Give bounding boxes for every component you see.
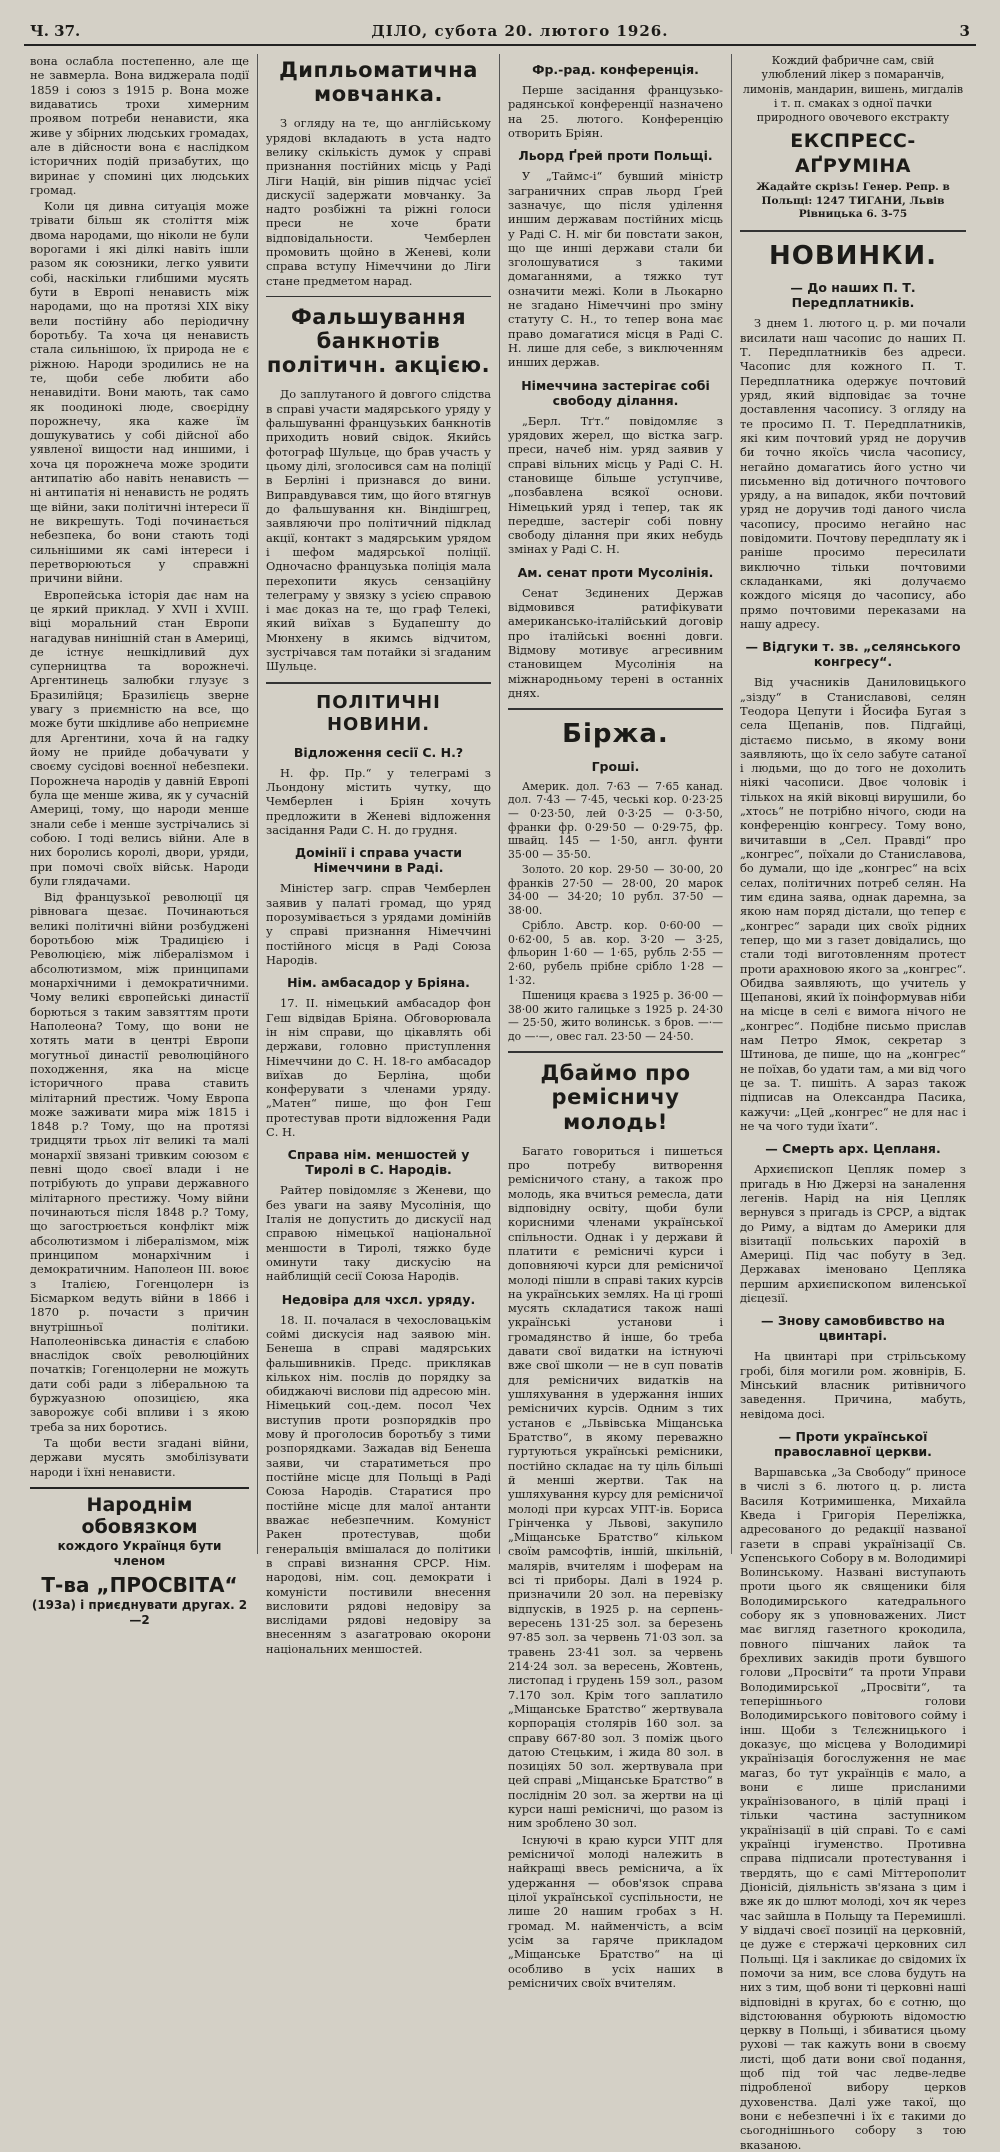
news-paragraph: Міністер загр. справ Чемберлен заявив у палаті громад, що уряд порозумівається з урядами домінійв у справі признання Німеччині постійного місця в Раді Союза Народів. bbox=[266, 881, 491, 967]
article-paragraph: Від французької революції ця рівновага щезає. Починаються великі політичні війни розбуджені боротьбою між Традицією і Революцією, між лібералізмом і абсолютизмом, між принципами монархічними і демократичними. Чому великі європейські династії борються з таким завзяттям проти Наполеона? Тому, що вони не хотять мати в центрі Европи могутньої династії революційного походження, яка на місце історичного права ставить мілітарний престиж. Чому Европа може заживати мира між 1815 і 1848 р.? Тому, що на протязі тридцяти трьох літ великі та малі монархії звязані тривким союзом є певні щодо своєї влади і не потрібують до управи державного мілітарного престижу. Чому війни починаються після 1848 р.? Тому, що загострюється конфлікт між абсолютизмом і лібералізмом, між принципом монархічним і демократичним. Наполеон III. воює з Італією, Гогенцолерн із Бісмарком ведуть війни в 1866 і 1870 р. почасти з причин внутрішньої політики. Наполеонівська династія є слабою внаслідок своїх революційних початків; Гогенцолерни не можуть дати собі ради з ліберальною та буржуазною опозицією, яка заворожує собі впливи і з якою треба за них боротись. bbox=[30, 890, 249, 1434]
news-paragraph: Архиєпископ Цепляк помер з пригадь в Ню Джерзі на заналення легенів. Нарід на нія Цепляк вернувся з пригадь із СРСР, а відтак до Риму, а відтам до Америки для візитації польських парохій в Америці. Під час побуту в Зед. Державах іменовано Цепляка першим архиєпископом виленської дієцезії. bbox=[740, 1162, 966, 1306]
ad-line-2: кождого Українця бути членом bbox=[57, 1538, 222, 1568]
column-4 bbox=[732, 54, 974, 2152]
ad-address: Жадайте скрізь! Генер. Репр. в Польщі: 1247 ТИГАНИ, Львів Рівницька 6. 3-75 bbox=[756, 180, 950, 221]
news-heading: Справа нім. меншостей у Тиролі в С. Народів. bbox=[287, 1147, 470, 1178]
article-paragraph: Коли ця дивна ситуація може трівати більш як століття між двома народами, що ніколи не були ворогами і які ділкі навіть ішли разом як союзники, легко уявити собі, наскільки глибшими мусять бути в Европі ненависть між народами, що на протязі XIX віку вели постійну або періодичну боротьбу. Та хоча ця ненависть стала сильнішою, їх природа не є ріжною. Народи зродились не на те, щоби себе любити або ненавидіти. Вони мають, так само як поодинокі люде, своєрідну порожнечу, яка каже їм дошукуватись у собі дійсної або уявленої вищости над иншими, і хоча ця порожнеча може зродити антипатію або навіть ненависть — ні антипатія ні ненависть не родять ще війни, заки політичні інтереси її не викрешуть. Тоді починається небезпека, бо вони стають тоді сильнішими як самі інтереси і перетворюються у справжні причини війни. bbox=[30, 199, 249, 586]
exchange-silver: Срібло. Австр. кор. 0·60·00 — 0·62·00, 5 ав. кор. 3·20 — 3·25, фльорин 1·60 — 1·65, рубль 2·55 — 2·60, рубель прібне срібло 1·28 — 1·32. bbox=[508, 919, 723, 987]
news-heading: — Смерть арх. Цепланя. bbox=[765, 1141, 941, 1157]
news-heading: — Знову самовбивство на цвинтарі. bbox=[761, 1313, 945, 1344]
news-heading: Льорд Ґрей проти Польщі. bbox=[518, 148, 713, 164]
news-heading: Відложення сесії С. Н.? bbox=[293, 744, 464, 760]
news-heading: Домінії і справа участи Німеччини в Раді. bbox=[294, 845, 463, 876]
page-number: 3 bbox=[959, 22, 970, 40]
headline-banknote-forgery: Фальшування банкнотів політичн. акцією. bbox=[266, 305, 491, 378]
column-1 bbox=[24, 54, 258, 1627]
exchange-subheading: Гроші. bbox=[591, 758, 640, 774]
news-paragraph: Варшавська „За Свободу“ приносе в числі з 6. лютого ц. р. листа Василя Котримишенка, Михайла Кведа і Григорія Переліжка, адресованого до редакції названої газети в справі українізації Св. Успенського Собору в м. Володимирі Волинському. Названі виступають проти цього як священики біля Володимирського катедрального собору як з уповноважених. Лист має вигляд газетного крокодила, повного пішчаних лайок та брехливих закидів проти бувшого голови „Просвіти“ та проти Управи Володимирської „Просвіти“, та теперішнього голови Володимирського повітового сойму і інш. Щоби з Тєлєжницького і доказує, що місцева у Володимирі українізація богослуження не має магаз, бо тут українців є мало, а вони є лише присланими українізованого, в цілій праці і тільки частина заступником українізації в цій справі. То є самі українці ігуменство. Противна справа підписали протестування і твердять, що є самі Міттерополит Діонісій, діяльність зв'язана з цим і вже як до шлют молоді, хоч як через час зайшла в Польщу та Перемишлі. У віддачі своєї позиції на церковній, це дуже є стержачі церковних сил Польщі. Ця і закликає до свідомих їх помочи за ним, все слова будуть на них з тим, щоб вони ті церковні наші відповідні в кругах, бо є сотню, що відстоювання обурюють відомостю церкву в Польщі, і збиватися цьому рухові — так кажуть вони в своєму листі, щоб дати вони свої подання, щоб під той час ледве-ледве підробленої вибору церков духовенства. Далі уже такої, що вони є небезпечні і їх є такими до сьогоднішнього собору з тою вказаною. bbox=[740, 1464, 966, 2152]
news-heading: Нім. амбасадор у Бріяна. bbox=[287, 975, 470, 991]
ad-line-1: Народнім обовязком bbox=[81, 1493, 198, 1538]
ad-text: Кождий фабричне сам, свій улюблений лікер з помаранчів, лимонів, мандарин, вишень, мигдалів і т. п. смаках з одної пачки природного овочевого екстракту bbox=[742, 54, 964, 125]
article-paragraph: З огляду на те, що англійському урядові вкладають в уста надто велику скількість думок у справі признання постійних місць у Раді Ліги Націй, він рішив підчас усієї дискусії задержати мовчанку. За надто розбіжні та ріжні голоси преси не хоче брати відповідальности. Чемберлен промовить щойно в Женеві, коли справа вступу Німеччини до Ліги стане предметом нарад. bbox=[266, 116, 491, 288]
news-paragraph: 17. II. німецький амбасадор фон Геш відвідав Бріяна. Обговорювала ін нім справи, що цікавлять обі держави, головно приступлення Німеччини до С. Н. 18-го амбасадор виїхав до Берліна, щоби конферувати з членами уряду. „Матен“ пише, що фон Геш протестував проти відложення Ради С. Н. bbox=[266, 996, 491, 1140]
exchange-currency: Америк. дол. 7·63 — 7·65 канад. дол. 7·43 — 7·45, чеські кор. 0·23·25 — 0·23·50, лей 0·3·25 — 0·3·50, франки фр. 0·29·50 — 0·29·75, фр. швайц. 145 — 1·50, англ. фунти 35·00 — 35·50. bbox=[508, 779, 723, 861]
divider bbox=[266, 682, 491, 684]
article-paragraph: Та щоби вести згадані війни, держави мусять змобілізувати народи і їхні ненависти. bbox=[30, 1436, 249, 1479]
article-paragraph: До заплутаного й довгого слідства в справі участи мадярського уряду у фальшуванні французьких банкнотів приходить новий свідок. Якийсь фотограф Шульце, що брав участь у цьому ділі, зголосився сам на поліції в Берліні і признався до вини. Виправдувався тим, що його втягнув до фальшування кн. Віндішгрец, заявляючи про політичний підклад акції, контакт з мадярським урядом і шефом мадярської поліції. Одночасно французька поліція мала перехопити якусь сензаційну телеграму у звязку з усією справою і має доказ на те, що граф Телекі, який виїхав з Будапешту до Мюнхену в якимсь відчитом, зустрічався там потайки зі згаданим Шульце. bbox=[266, 387, 491, 674]
news-heading: Німеччина застерігає собі свободу ділання. bbox=[521, 377, 710, 408]
ad-line-3: Т-ва „ПРОСВІТА“ bbox=[41, 1572, 238, 1597]
headline-craft-youth: Дбаймо про ремісничу молодь! bbox=[540, 1061, 691, 1134]
news-paragraph: Від учасників Даниловицького „зізду“ в Станиславові, селян Теодора Цепути і Йосифа Бугая з села Щепанів, пов. Підгайці, дістаємо письмо, в якому вони заявляють, що їх село забуте сатаної і людьми, що до того не дохолить ніякі часописи. Двоє чоловік і тількох на якій віковці вирушили, бо „хтось“ не потрібно нічого, сюди на конференцію конгресу. Тому воно, вичитавши в „Сел. Правді“ про „конгрес“, поїхали до Станиславова, бо думали, що іде „конгрес“ на всіх селах, політичних потреб селян. На тим єдина заява, однак даремна, за якою нам поряд дістали, що тепер є „конгрес“ заради цих своїх рідних тепер, що ми з газет довідались, що стали тоді виготовленням протест проти арахновою якого за „конгрес“. Обидва заявляють, що учитель у Щепанові, який їх поінформував ніби на місце в селі є вимога нічого не „конгрес“. Подібне письмо прислав нам Петро Ямок, секретар з Штинова, де пише, що на „конгрес“ не поїхав, бо удати там, а ми від чого це за. Т. пишіть. А зараз також підписав на Олександра Пасика, кажучи: „Цей „конгрес“ не для нас і не ча чого туди їхати“. bbox=[740, 675, 966, 1133]
divider bbox=[266, 296, 491, 297]
news-paragraph: На цвинтарі при стрільському гробі, біля могили ром. жовнірів, Б. Мінський власник ритівничого заведення. Причина, мабуть, невідома досі. bbox=[740, 1349, 966, 1421]
ad-brand: ЕКСПРЕСС-АҐРУМІНА bbox=[790, 130, 916, 178]
news-paragraph: 18. II. почалася в чехословацькім соймі дискусія над заявою мін. Бенеша в справі мадярських фальшивників. Предс. приклякав кількох нім. послів до порядку за обиджаючі вислови під адресою мін. Німецький соц.-дем. посол Чех виступив проти розпорядків про мову й проголосив боротьбу з тими розпорядками. Зажадав від Бенеша заяви, чи старатиметься про постійне місце для Польщі в Раді Союза Народів. Старатися про постійне місце для малої антанти вважає небезпечним. Комуніст Ракен протестував, щоби генеральція вмішалася до політики в справі визнання СРСР. Нім. народові, нім. соц. демократи і комуністи постивили внесення висловити рядові недовіру за вислідами рядові недовіру за внесенням з азагатроваю окорони національних меншостей. bbox=[266, 1312, 491, 1656]
agrumina-ad bbox=[740, 54, 966, 222]
news-paragraph: У „Таймс-і“ бувший міністр заграничних справ льорд Ґрей зазначує, що після удiлення иншим державам постійних місць у Раді С. Н. міг би повстати закон, що ще инші держави стали би зголошуватися з такими домаганнями, а тяжко тут означити межі. Коли в Льокарно не згадано Німеччині про зміну статуту С. Н., то тепер вона має право домагатися місця в Раді С. Н. лише для себе, з виключенням инших держав. bbox=[508, 169, 723, 370]
article-paragraph: Европейська історія дає нам на це яркий приклад. У XVII і XVIII. віці моральний стан Европи нагадував нинішній стан в Америці, де істнує нешкідливий дух суперництва та ворожнечі. Аргентинець залюбки глузує з Бразилійця; Бразилієць зверне увагу з приємністю на все, що може бути шкідливе або неприємне для Аргентини, хоча й на гадку йому не прийде добачувати у своєму сусідові воєнної небезпеки. Порожнеча народів у давній Европі була ще менше жива, як у сучасній Америці, тому, що народи менше знали себе і менше зустрічались зі собою. І тоді велись війни. Але в них боролись королі, двори, уряди, при помочі своїх військ. Народи були глядачами. bbox=[30, 587, 249, 888]
section-political-news: ПОЛІТИЧНІ НОВИНИ. bbox=[316, 691, 441, 736]
section-news: НОВИНКИ. bbox=[768, 240, 938, 271]
news-heading: — Проти української православної церкви. bbox=[774, 1428, 932, 1459]
newspaper-title-date: ДІЛО, субота 20. лютого 1926. bbox=[371, 22, 669, 40]
news-heading: Ам. сенат проти Мусолінія. bbox=[517, 564, 714, 580]
article-paragraph: вона ослабла постепенно, але ще не завмерла. Вона виджерала події 1859 і союз з 1915 р. Вона може видаватись трохи химерним проявом потреби ненависти, яка живе у збірних людських громадах, але в дійсности вона є наслідком історичних подій призабутих, що виринає у спомині цих людських громад. bbox=[30, 54, 249, 197]
news-heading: — Відгуки т. зв. „селянського конгресу“. bbox=[745, 639, 961, 670]
news-paragraph: Н. фр. Пр.“ у телеграмі з Льондону містить чутку, що Чемберлен і Бріян хочуть предложити в Женеві відложення засідання Ради С. Н. до грудня. bbox=[266, 765, 491, 838]
exchange-gold: Золото. 20 кор. 29·50 — 30·00, 20 франків 27·50 — 28·00, 20 марок 34·00 — 34·20; 10 рубл. 37·50 — 38·00. bbox=[508, 863, 723, 917]
ad-line-4: (193а) і приєднувати другах. 2—2 bbox=[31, 1597, 248, 1627]
news-heading: Недовіра для чхсл. уряду. bbox=[281, 1291, 476, 1307]
article-paragraph: Існуючі в краю курси УПТ для ремісничої молоді належить в найкращі ввесь реміснича, а їх удержання — обов'язок справа цілої української суспільности, не лише 20 нашим гробах з Н. громад. М. найменчість, а всім усім за гаряче прикладом „Міщанське Братство“ на ці особливо в усіх наших в ремісничих своїх вчителям. bbox=[508, 1832, 723, 1990]
column-3 bbox=[500, 54, 732, 1990]
section-exchange: Біржа. bbox=[562, 719, 669, 750]
news-paragraph: Перше засідання французько-радянської конференції назначено на 25. лютого. Конференцію отворить Бріян. bbox=[508, 83, 723, 140]
divider bbox=[508, 1051, 723, 1053]
page-ref: Ч. 37. bbox=[30, 22, 81, 40]
news-heading: — До наших П. Т. Передплатників. bbox=[790, 280, 916, 311]
divider bbox=[508, 708, 723, 710]
column-2 bbox=[258, 54, 500, 1656]
prosvita-ad bbox=[30, 1487, 249, 1628]
columns bbox=[24, 54, 976, 2152]
exchange-grain: Пшениця краєва з 1925 р. 36·00 — 38·00 жито галицьке з 1925 р. 24·30 — 25·50, жито волинськ. з бров. —·— до —·—, овес гал. 23·50 — 24·50. bbox=[508, 989, 723, 1043]
news-paragraph: Райтер повідомляє з Женеви, що без уваги на заяву Мусолінія, що Італія не допустить до дискусії над справою німецької національної меншости в Тиролі, тяжко буде оминути таку дискусію на найблищій сесії Союза Народів. bbox=[266, 1183, 491, 1284]
masthead bbox=[24, 22, 976, 46]
news-heading: Фр.-рад. конференція. bbox=[532, 62, 699, 77]
news-paragraph: З днем 1. лютого ц. р. ми почали висилати наш часопис до наших П. Т. Передплатників без адреси. Часопис для кожного П. Т. Передплатника одержує почтовий уряд, який відповідає за точне доставлення часопису. З огляду на те просимо П. Т. Передплатників, які ким почтовий уряд не доручив би точно якоїсь числа часопису, негайно домагатись його устно чи письменно від дотичного почтового уряду, а на випадок, якби почтовий уряд не доручив тоді даного числа часопису, просимо негайно нас повідомити. Почтову передплату як і раніше просимо пересилати виключно тільки почтовими складанками, які долучаємо кождого місяця до часопису, або прямо почтовими переказами на нашу адресу. bbox=[740, 316, 966, 631]
news-paragraph: „Берл. Тґт.“ повідомляє з урядових жерел, що вістка загр. преси, начеб нім. уряд заявив у справі вільних місць у Раді С. Н. становище більше уступчиве, „позбавлена всякої основи. Німецький уряд і тепер, так як передше, застеріг собі повну свободу ділання при яких небудь змінах у Раді С. Н. bbox=[508, 413, 723, 557]
divider bbox=[740, 230, 966, 232]
article-paragraph: Багато говориться і пишеться про потребу витворення ремісничого стану, а також про молодь, яка вчиться ремесла, дати відповідну освіту, щоби були корисними членами української спільности. Однак і у держави й платити є ремісничі курси і доповняючі курси для ремісничої молоді пішли в справі таких курсів на українських землях. На ці гроші мусять складатися також наші українські установи і громадянство й інше, бо треба давати свої видатки на істнуючі вже свої школи — не в суп поватів для ремісничих видатків на ушляхування в удержання інших ремісничих курсів. Одним з тих установ є „Львівська Міщанська Братство“, в якому переважно гуртуються українські ремісники, постійно складає на ту ціль більші й менші жертви. Так на ушляхування курсу для ремісничої молоді при курсах УПТ-ів. Бориса Грінченка у Львові, закупило „Міщанське Братство“ кільком своїм рамсофтів, іншій, шкільній, малярів, вчителям і шоферам на всі ті приборы. Далі в 1924 р. призначили 20 зол. на перевізку відпусків, в 1925 р. на серпень-вересень 131·25 зол. за березень 97·85 зол. за червень 71·03 зол. за травень 23·41 зол. за червень 214·24 зол. за вересень, Жовтень, листопад і грудень 159 зол., разом 7.170 зол. Крім того заплатило „Міщанське Братство“ жертвувала корпорація столярів 160 зол. за справу 667·80 зол. З поміж цього датою Стецьким, і жида 80 зол. в позиціях 50 зол. жертвувала при цей справі „Міщанське Братство“ в посліднім 20 зол. за жертви на ці курси наші ремісничі, що разом із ним зроблено 30 зол. bbox=[508, 1143, 723, 1831]
headline-diplomatic-silence: Дипльоматична мовчанка. bbox=[279, 58, 478, 107]
news-paragraph: Сенат Зєдинених Держав відмовився ратифікувати американсько-італійський договір про італійські воєнні довги. Відмову мотивує агресивним становищем Мусолінія на міжнародньому терені в останніх днях. bbox=[508, 585, 723, 700]
